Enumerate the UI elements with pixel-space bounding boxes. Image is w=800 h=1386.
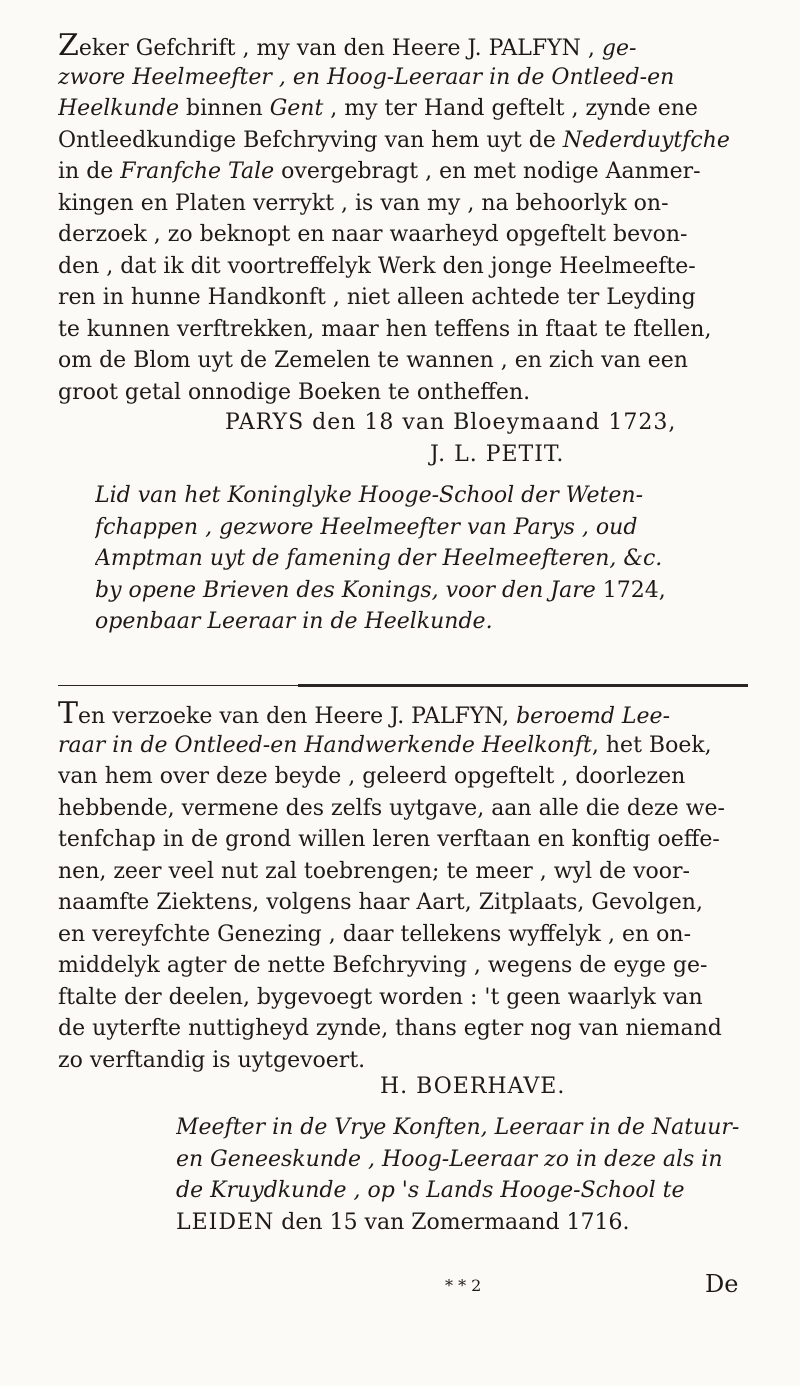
- title-line: Meefter in de Vrye Konften, Leeraar in de Natuur-: [176, 1115, 740, 1140]
- signatory-title-boerhave: [176, 1112, 756, 1238]
- title-line: by opene Brieven des Konings, voor den Jare 1724,: [95, 577, 666, 603]
- text-line: derzoek , zo beknopt en naar waarheyd opgeftelt bevon-: [58, 222, 688, 247]
- text-line: raar in de Ontleed-en Handwerkende Heelkonft, het Boek,: [58, 732, 712, 758]
- text-line: Ontleedkundige Befchryving van hem uyt de Nederduytfche: [58, 127, 730, 153]
- text-line: Ten verzoeke van den Heere J. PALFYN, beroemd Lee-: [58, 698, 670, 730]
- catchword: De: [705, 1270, 739, 1298]
- text-line: naamfte Ziektens, volgens haar Aart, Zitplaats, Gevolgen,: [58, 890, 703, 915]
- title-line: LEIDEN den 15 van Zomermaand 1716.: [176, 1209, 630, 1235]
- drop-capital: Z: [58, 30, 79, 62]
- text-line: ren in hunne Handkonft , niet alleen achtede ter Leyding: [58, 285, 696, 310]
- title-line: Amptman uyt de famening der Heelmeefteren, &c.: [95, 546, 663, 571]
- text-line: te kunnen verftrekken, maar hen teffens in ftaat te ftellen,: [58, 316, 712, 342]
- signature-mark: * * 2: [445, 1276, 482, 1295]
- text-line: middelyk agter de nette Befchryving , wegens de eyge ge-: [58, 953, 708, 978]
- title-line: en Geneeskunde , Hoog-Leeraar zo in deze als in: [176, 1146, 723, 1172]
- text-line: in de Franfche Tale overgebragt , en met nodige Aanmer-: [58, 159, 701, 184]
- text-line: nen, zeer veel nut zal toebrengen; te meer , wyl de voor-: [58, 858, 690, 884]
- text-line: tenfchap in de grond willen leren verftaan en konftig oeffe-: [58, 827, 720, 852]
- text-line: Zeker Gefchrift , my van den Heere J. PALFYN , ge-: [58, 30, 637, 62]
- text-line: om de Blom uyt de Zemelen te wannen , en zich van een: [58, 348, 688, 373]
- text-line: groot getal onnodige Boeken te ontheffen.: [58, 379, 531, 405]
- text-line: ftalte der deelen, bygevoegt worden : 't geen waarlyk van: [58, 984, 703, 1010]
- text-line: Heelkunde binnen Gent , my ter Hand geftelt , zynde ene: [58, 96, 698, 121]
- title-line: Lid van het Koninglyke Hooge-School der Weten-: [95, 483, 644, 508]
- text-line: en vereyfchte Genezing , daar tellekens wyffelyk , en on-: [58, 921, 692, 947]
- text-line: zwore Heelmeefter , en Hoog-Leeraar in de Ontleed-en: [58, 64, 675, 90]
- text-line: kingen en Platen verrykt , is van my , na behoorlyk on-: [58, 190, 669, 216]
- separator-rule: [58, 683, 748, 688]
- approbation-boerhave-text: [58, 698, 748, 1076]
- text-line: de uyterfte nuttigheyd zynde, thans egter nog van niemand: [58, 1016, 722, 1041]
- signature-date: PARYS den 18 van Bloeymaand 1723,: [225, 410, 677, 435]
- approbation-petit-text: [58, 30, 748, 408]
- title-line: openbaar Leeraar in de Heelkunde.: [95, 609, 493, 634]
- text-line: den , dat ik dit voortreffelyk Werk den jonge Heelmeefte-: [58, 253, 696, 279]
- signature-name: H. BOERHAVE.: [380, 1074, 566, 1099]
- text-line: zo verftandig is uytgevoert.: [58, 1047, 366, 1073]
- title-line: fchappen , gezwore Heelmeefter van Parys , oud: [95, 514, 638, 540]
- text-line: hebbende, vermene des zelfs uytgave, aan alle die deze we-: [58, 795, 725, 821]
- signatory-title-petit: [95, 480, 755, 638]
- drop-capital: T: [58, 698, 79, 730]
- title-line: de Kruydkunde , op 's Lands Hooge-School te: [176, 1178, 685, 1203]
- signature-name: J. L. PETIT.: [430, 442, 565, 467]
- text-line: van hem over deze beyde , geleerd opgeftelt , doorlezen: [58, 764, 686, 789]
